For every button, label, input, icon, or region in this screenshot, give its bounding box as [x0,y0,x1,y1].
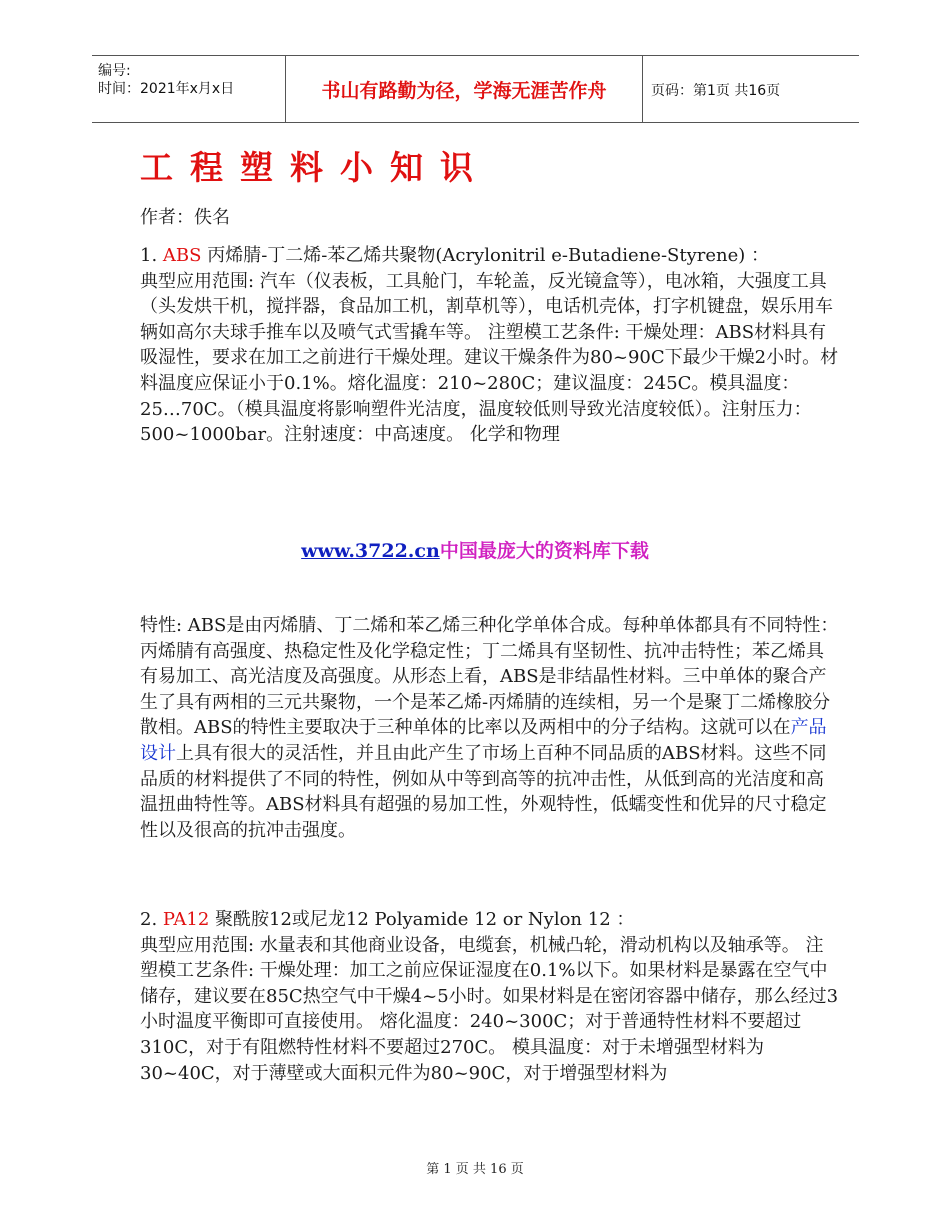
header-meta-cell [92,56,286,122]
time-label: 时间：2021年x月x日 [98,81,235,97]
promo-link[interactable]: www.3722.cn [301,540,440,562]
properties-text-1: 特性: ABS是由丙烯腈、丁二烯和苯乙烯三种化学单体合成。每种单体都具有不同特性：丙烯腈有高强度、热稳定性及化学稳定性；丁二烯具有坚韧性、抗冲击特性；苯乙烯具有易加工、高光洁度及高强度。从形态上看，ABS是非结晶性材料。三中单体的聚合产生了具有两相的三元共聚物，一个是苯乙烯-丙烯腈的连续相，另一个是聚丁二烯橡胶分散相。ABS的特性主要取决于三种单体的比率以及两相中的分子结构。这就可以在 [140,615,839,739]
promo-tagline: 中国最庞大的资料库下载 [439,540,649,562]
serial-label: 编号: [98,63,131,79]
section-2-code: PA12 [162,909,210,930]
section-2-heading: 聚酰胺12或尼龙12 Polyamide 12 or Nylon 12 ： [209,909,635,930]
header-motto-cell [286,56,643,122]
motto-text: 书山有路勤为径，学海无涯苦作舟 [321,80,607,102]
section-1-heading: 丙烯腈-丁二烯-苯乙烯共聚物(Acrylonitril e-Butadiene-Styrene) ： [201,245,770,266]
page-info: 页码：第1页 共16页 [651,83,781,99]
promo-banner [0,536,950,563]
section-1 [140,243,840,448]
product-design-link[interactable]: 产品设计 [140,717,827,764]
section-1-properties [140,613,840,843]
section-1-body: 典型应用范围: 汽车（仪表板，工具舱门，车轮盖，反光镜盒等），电冰箱，大强度工具（头发烘干机，搅拌器，食品加工机，割草机等），电话机壳体，打字机键盘，娱乐用车辆如高尔夫球手推车以及喷气式雪撬车等。 注塑模工艺条件: 干燥处理：ABS材料具有吸湿性，要求在加工之前进行干燥处理。建议干燥条件为80~90C下最少干燥2小时。材料温度应保证小于0.1%。熔化温度：210~280C；建议温度：245C。模具温度：25…70C。（模具温度将影响塑件光洁度，温度较低则导致光洁度较低）。注射压力：500~1000bar。注射速度：中高速度。 化学和物理 [140,270,839,446]
properties-text-2: 上具有很大的灵活性，并且由此产生了市场上百种不同品质的ABS材料。这些不同品质的材料提供了不同的特性，例如从中等到高等的抗冲击性，从低到高的光洁度和高温扭曲特性等。ABS材料具有超强的易加工性，外观特性，低蠕变性和优异的尺寸稳定性以及很高的抗冲击强度。 [140,742,827,841]
header-page-cell [643,56,859,122]
author-line: 作者：佚名 [140,207,230,228]
document-title: 工程塑料小知识 [140,148,490,187]
section-1-number: 1. [140,245,163,266]
section-2 [140,907,840,1086]
section-1-code: ABS [162,245,202,266]
section-2-body: 典型应用范围: 水量表和其他商业设备，电缆套，机械凸轮，滑动机构以及轴承等。 注塑模工艺条件: 干燥处理：加工之前应保证湿度在0.1%以下。如果材料是暴露在空气中储存，建议要在85C热空气中干燥4~5小时。如果材料是在密闭容器中储存，那么经过3小时温度平衡即可直接使用。 熔化温度：240~300C；对于普通特性材料不要超过310C，对于有阻燃特性材料不要超过270C。 模具温度：对于未增强型材料为30~40C，对于薄壁或大面积元件为80~90C，对于增强型材料为 [140,934,839,1084]
page-footer: 第 1 页 共 16 页 [426,1162,524,1177]
section-2-number: 2. [140,909,163,930]
header-table [92,55,859,123]
